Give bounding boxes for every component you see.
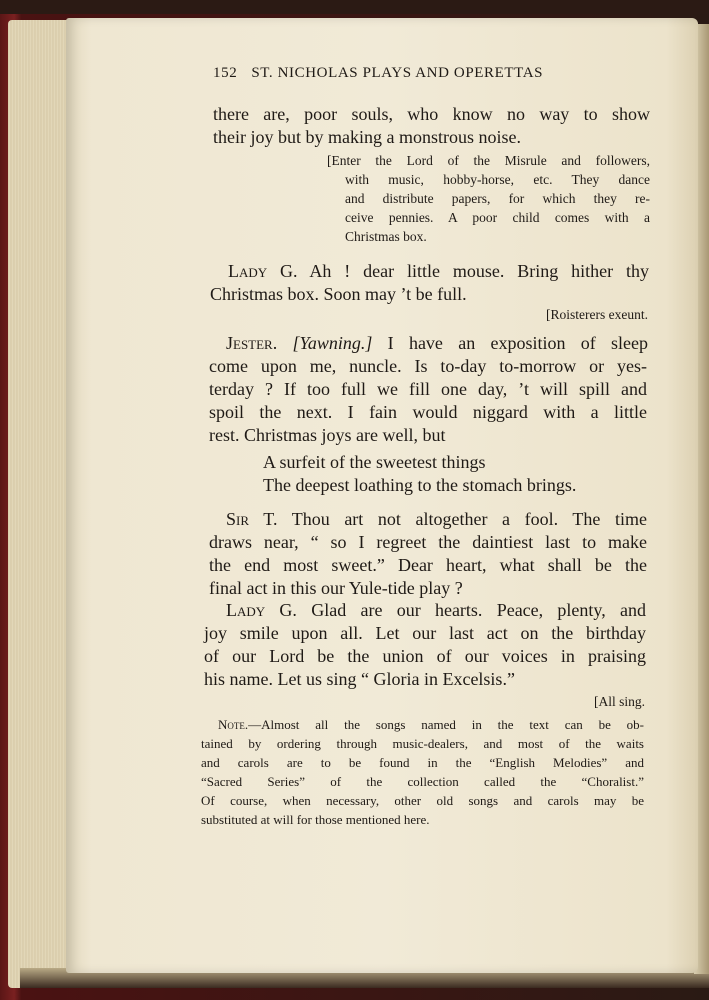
speaker-name: Lady G. <box>228 261 298 281</box>
stage-direction: [Yawning.] <box>292 333 373 353</box>
speaker-name: Sir T. <box>226 509 278 529</box>
dialogue-line: Jester. [Yawning.] I have an exposition of sleep <box>226 333 649 353</box>
running-title: ST. NICHOLAS PLAYS AND OPERETTAS <box>251 65 544 81</box>
text-line: rest. Christmas joys are well, but <box>209 425 446 445</box>
verse-line: The deepest loathing to the stomach brings. <box>263 475 577 495</box>
stage-direction-line: [Enter the Lord of the Misrule and followers, <box>327 153 650 168</box>
text-line: there are, poor souls, who know no way to show <box>213 104 650 124</box>
dialogue-line: Lady G. Ah ! dear little mouse. Bring hither thy <box>228 261 649 281</box>
text-line: of our Lord be the union of our voices in praising <box>204 646 646 666</box>
stage-direction-line: with music, hobby-horse, etc. They dance <box>345 172 650 187</box>
dialogue-line: Sir T. Thou art not altogether a fool. The time <box>226 509 647 529</box>
footnote-line: and carols are to be found in the “English Melodies” and <box>201 755 644 770</box>
running-header <box>213 65 653 82</box>
speaker-name: Lady G. <box>226 600 297 620</box>
footnote-line: “Sacred Series” of the collection called the “Choralist.” <box>201 774 644 789</box>
stage-direction-line: [All sing. <box>593 694 645 709</box>
text-line: draws near, “ so I regreet the daintiest last to make <box>209 532 647 552</box>
text-line: joy smile upon all. Let our last act on the birthday <box>204 623 646 643</box>
text-line: final act in this our Yule-tide play ? <box>209 578 463 598</box>
footnote-line: substituted at will for those mentioned here. <box>201 812 430 827</box>
page-number: 152 <box>213 65 238 81</box>
stage-direction-line: Christmas box. <box>345 229 427 244</box>
text-line: spoil the next. I fain would niggard with a little <box>209 402 647 422</box>
note-label: Note. <box>218 717 249 732</box>
text-line: come upon me, nuncle. Is to-day to-morrow or yes- <box>209 356 647 376</box>
verse-line: A surfeit of the sweetest things <box>263 452 486 472</box>
footnote-line: Of course, when necessary, other old songs and carols may be <box>201 793 644 808</box>
text-line: the end most sweet.” Dear heart, what shall be the <box>209 555 647 575</box>
footnote-line: Note.—Almost all the songs named in the text can be ob- <box>218 717 644 732</box>
stage-direction-line: and distribute papers, for which they re- <box>345 191 650 206</box>
text-line: his name. Let us sing “ Gloria in Excelsis.” <box>204 669 515 689</box>
stage-direction-line: ceive pennies. A poor child comes with a <box>345 210 650 225</box>
text-line: Christmas box. Soon may ’t be full. <box>210 284 467 304</box>
text-line: their joy but by making a monstrous noise. <box>213 127 521 147</box>
text-line: terday ? If too full we fill one day, ’t will spill and <box>209 379 647 399</box>
speaker-name: Jester. <box>226 333 278 353</box>
stage-direction-line: [Roisterers exeunt. <box>546 307 648 322</box>
footnote-line: tained by ordering through music-dealers, and most of the waits <box>201 736 644 751</box>
dialogue-line: Lady G. Glad are our hearts. Peace, plenty, and <box>226 600 646 620</box>
